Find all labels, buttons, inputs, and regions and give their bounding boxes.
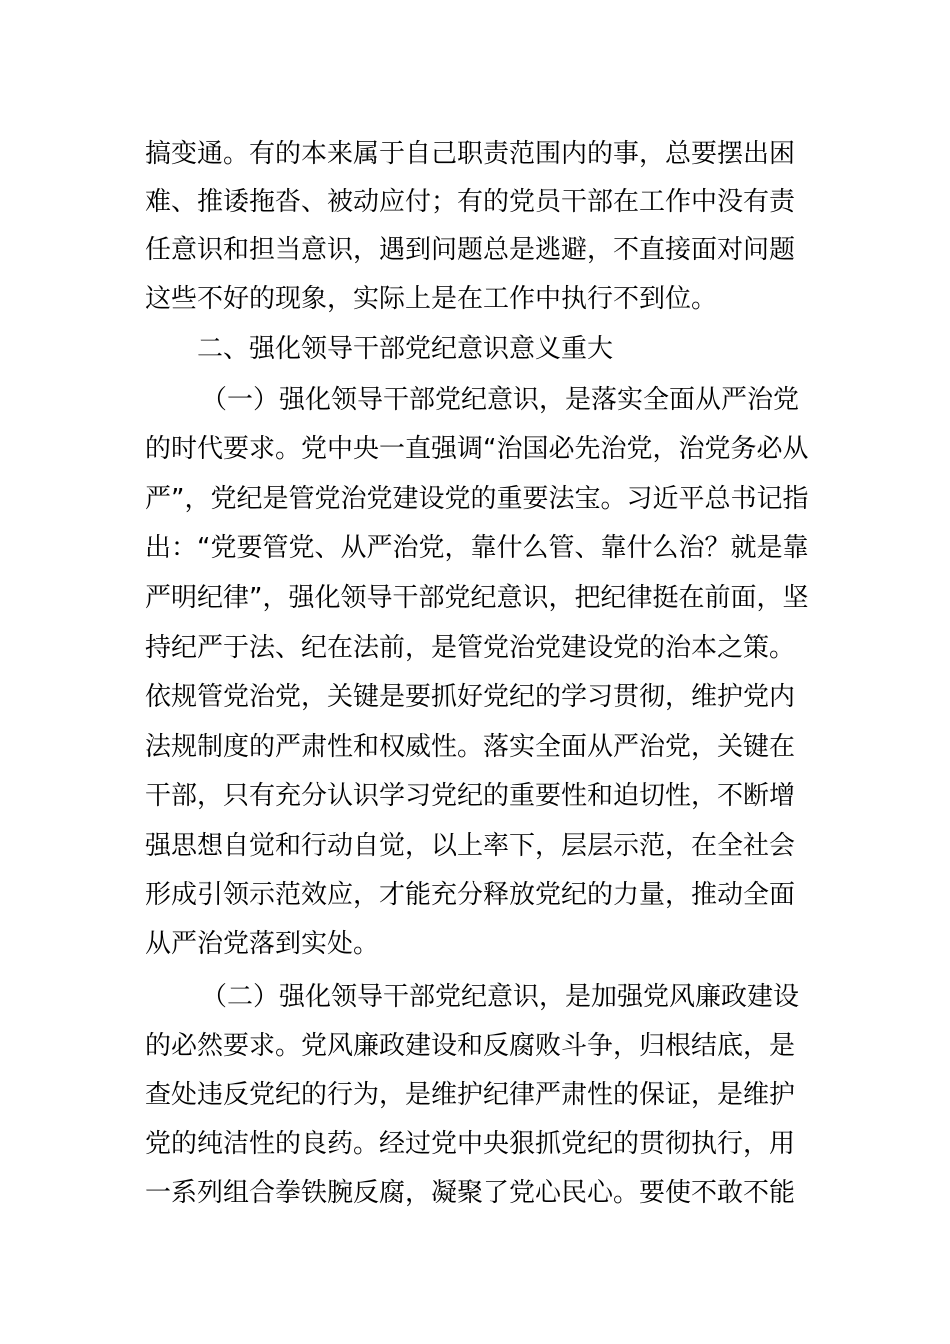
text-line-13: 法规制度的严肃性和权威性。落实全面从严治党，关键在	[145, 732, 796, 762]
text-line-22: 一系列组合拳铁腕反腐，凝聚了党心民心。要使不敢不能	[145, 1178, 796, 1208]
text-line-7: 的时代要求。党中央一直强调“治国必先治党，治党务必从	[145, 434, 809, 464]
text-line-2: 难、推诿拖沓、被动应付；有的党员干部在工作中没有责	[145, 187, 796, 217]
text-line-3: 任意识和担当意识，遇到问题总是逃避，不直接面对问题	[145, 235, 796, 265]
text-line-6: （一）强化领导干部党纪意识，是落实全面从严治党	[201, 385, 800, 415]
section-heading: 二、强化领导干部党纪意识意义重大	[197, 334, 614, 364]
text-line-4: 这些不好的现象，实际上是在工作中执行不到位。	[145, 284, 718, 314]
text-line-19: 的必然要求。党风廉政建设和反腐败斗争，归根结底，是	[145, 1031, 796, 1061]
text-line-18: （二）强化领导干部党纪意识，是加强党风廉政建设	[201, 982, 800, 1012]
text-line-8: 严”，党纪是管党治党建设党的重要法宝。习近平总书记指	[145, 484, 809, 514]
text-line-9: 出：“党要管党、从严治党，靠什么管、靠什么治？就是靠	[145, 533, 809, 563]
text-line-1: 搞变通。有的本来属于自己职责范围内的事，总要摆出困	[145, 139, 796, 169]
text-line-15: 强思想自觉和行动自觉，以上率下，层层示范，在全社会	[145, 831, 796, 861]
text-line-11: 持纪严于法、纪在法前，是管党治党建设党的治本之策。	[145, 633, 796, 663]
text-line-16: 形成引领示范效应，才能充分释放党纪的力量，推动全面	[145, 880, 796, 910]
text-line-20: 查处违反党纪的行为，是维护纪律严肃性的保证，是维护	[145, 1080, 796, 1110]
text-line-10: 严明纪律”，强化领导干部党纪意识，把纪律挺在前面，坚	[145, 583, 809, 613]
text-line-12: 依规管党治党，关键是要抓好党纪的学习贯彻，维护党内	[145, 682, 796, 712]
text-line-17: 从严治党落到实处。	[145, 929, 380, 959]
text-line-14: 干部，只有充分认识学习党纪的重要性和迫切性，不断增	[145, 781, 796, 811]
text-line-21: 党的纯洁性的良药。经过党中央狠抓党纪的贯彻执行，用	[145, 1129, 796, 1159]
